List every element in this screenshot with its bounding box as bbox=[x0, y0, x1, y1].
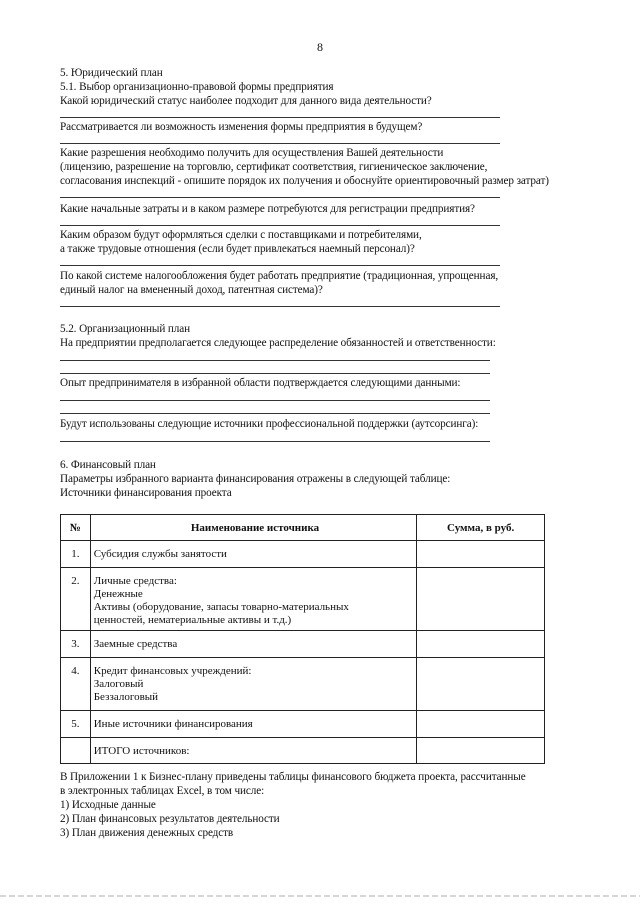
appendix-item-3: 3) План движения денежных средств bbox=[60, 827, 234, 839]
question-registration-costs: Какие начальные затраты и в каком размере потребуются для регистрации предприятия? bbox=[60, 203, 475, 215]
answer-line bbox=[60, 197, 500, 198]
row-number: 1. bbox=[71, 548, 80, 560]
row-number: 2. bbox=[71, 575, 80, 587]
question-tax-line-2: единый налог на вмененный доход, патентная система)? bbox=[60, 284, 323, 296]
table-row bbox=[61, 711, 545, 738]
header-amount: Сумма, в руб. bbox=[417, 515, 545, 541]
scan-edge-artifact bbox=[0, 895, 640, 897]
appendix-line-2: в электронных таблицах Excel, в том числе: bbox=[60, 785, 265, 797]
row-source-line: Субсидия службы занятости bbox=[93, 548, 227, 560]
row-source-line: ценностей, нематериальные активы и т.д.) bbox=[93, 614, 292, 626]
question-outsourcing: Будут использованы следующие источники профессиональной поддержки (аутсорсинга): bbox=[60, 418, 479, 430]
answer-line bbox=[60, 225, 500, 226]
row-amount-cell[interactable] bbox=[417, 711, 545, 738]
row-amount-cell[interactable] bbox=[417, 568, 545, 631]
section5-2-title: 5.2. Организационный план bbox=[60, 323, 191, 335]
answer-line bbox=[60, 441, 490, 442]
financing-sources-table bbox=[60, 514, 545, 764]
table-caption: Источники финансирования проекта bbox=[60, 487, 232, 499]
answer-line bbox=[60, 413, 490, 414]
question-duties: На предприятии предполагается следующее распределение обязанностей и ответственности: bbox=[60, 337, 496, 349]
table-row bbox=[61, 658, 545, 711]
header-source-name: Наименование источника bbox=[90, 515, 417, 541]
section5-title: 5. Юридический план bbox=[60, 67, 163, 79]
row-amount-cell[interactable] bbox=[417, 541, 545, 568]
table-total-row bbox=[61, 738, 545, 764]
row-number: 5. bbox=[71, 718, 80, 730]
answer-line bbox=[60, 265, 500, 266]
header-number: № bbox=[61, 515, 91, 541]
row-source-line: Заемные средства bbox=[93, 638, 178, 650]
table-row bbox=[61, 631, 545, 658]
answer-line bbox=[60, 117, 500, 118]
section6-intro: Параметры избранного варианта финансирования отражены в следующей таблице: bbox=[60, 473, 451, 485]
appendix-item-1: 1) Исходные данные bbox=[60, 799, 156, 811]
answer-line bbox=[60, 373, 490, 374]
question-tax-line-1: По какой системе налогообложения будет работать предприятие (традиционная, упрощенная, bbox=[60, 270, 499, 282]
question-permits-line-3: согласования инспекций - опишите порядок их получения и обоснуйте ориентировочный размер затрат) bbox=[60, 175, 549, 187]
row-amount-cell[interactable] bbox=[417, 631, 545, 658]
appendix-line-1: В Приложении 1 к Бизнес-плану приведены таблицы финансового бюджета проекта, рассчитанные bbox=[60, 771, 526, 783]
question-deals-line-1: Каким образом будут оформляться сделки с поставщиками и потребителями, bbox=[60, 229, 422, 241]
row-source-line: Залоговый bbox=[93, 678, 144, 690]
row-number: 3. bbox=[71, 638, 80, 650]
row-amount-cell[interactable] bbox=[417, 658, 545, 711]
answer-line bbox=[60, 400, 490, 401]
row-source-line: Активы (оборудование, запасы товарно-материальных bbox=[93, 601, 349, 613]
table-header-row bbox=[61, 515, 545, 541]
table-row bbox=[61, 568, 545, 631]
page-number: 8 bbox=[317, 40, 323, 54]
question-experience: Опыт предпринимателя в избранной области подтверждается следующими данными: bbox=[60, 377, 461, 389]
answer-line bbox=[60, 143, 500, 144]
row-number: 4. bbox=[71, 665, 80, 677]
section6-title: 6. Финансовый план bbox=[60, 459, 156, 471]
row-source-line: Беззалоговый bbox=[93, 691, 159, 703]
row-source-line: Кредит финансовых учреждений: bbox=[93, 665, 252, 677]
question-permits-line-2: (лицензию, разрешение на торговлю, сертификат соответствия, гигиеническое заключение, bbox=[60, 161, 488, 173]
answer-line bbox=[60, 306, 500, 307]
question-legal-status: Какой юридический статус наиболее подходит для данного вида деятельности? bbox=[60, 95, 432, 107]
row-source-line: Иные источники финансирования bbox=[93, 718, 253, 730]
question-form-change: Рассматривается ли возможность изменения формы предприятия в будущем? bbox=[60, 121, 423, 133]
table-row bbox=[61, 541, 545, 568]
row-source-line: Денежные bbox=[93, 588, 143, 600]
section5-1-title: 5.1. Выбор организационно-правовой формы предприятия bbox=[60, 81, 334, 93]
total-amount-cell[interactable] bbox=[417, 738, 545, 764]
appendix-item-2: 2) План финансовых результатов деятельности bbox=[60, 813, 280, 825]
question-permits-line-1: Какие разрешения необходимо получить для осуществления Вашей деятельности bbox=[60, 147, 444, 159]
question-deals-line-2: а также трудовые отношения (если будет привлекаться наемный персонал)? bbox=[60, 243, 415, 255]
total-label: ИТОГО источников: bbox=[93, 745, 190, 757]
answer-line bbox=[60, 360, 490, 361]
row-number bbox=[61, 738, 90, 745]
row-source-line: Личные средства: bbox=[93, 575, 177, 587]
